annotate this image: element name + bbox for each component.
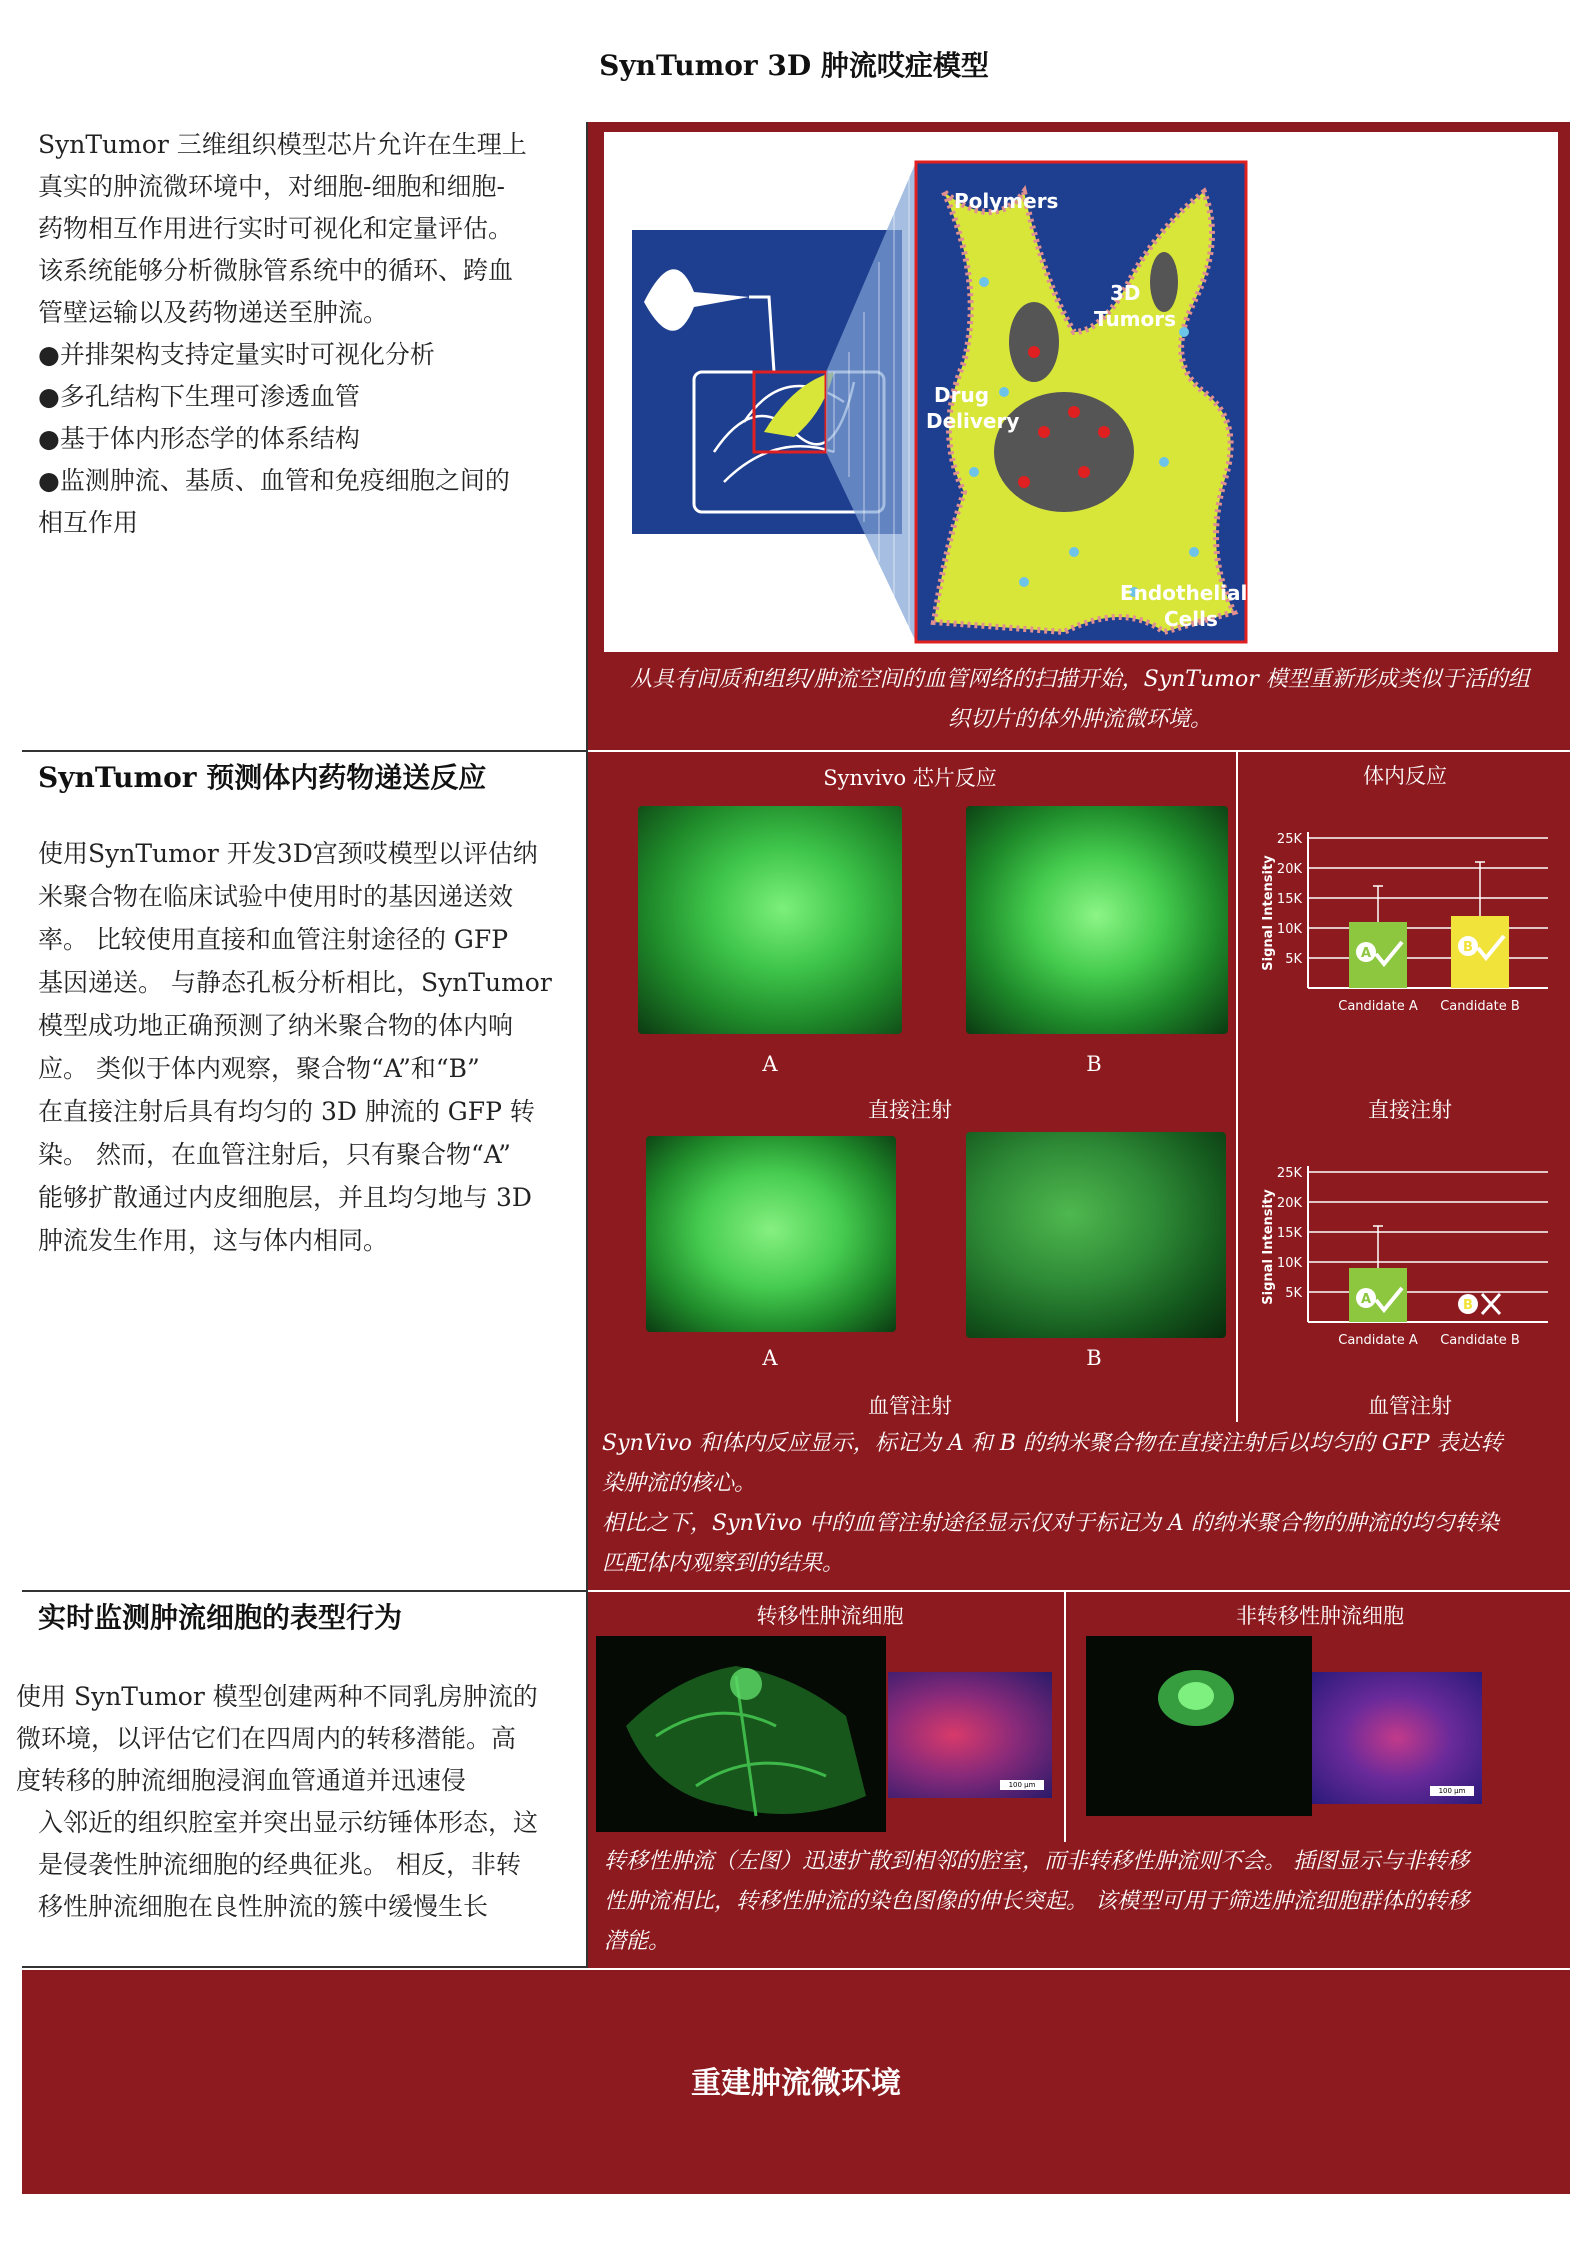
label-3d: 3D — [1110, 281, 1141, 305]
badge-label: A — [1360, 946, 1372, 961]
category-label: Candidate A — [1338, 999, 1418, 1014]
gfp-image-chip-direct-b — [966, 806, 1228, 1034]
tick-label: 10K — [1276, 922, 1302, 937]
text-line: 移性肿流细胞在良性肿流的簇中缓慢生长 — [38, 1892, 489, 1921]
intro-line: SynTumor 三维组织模型芯片允许在生理上 — [38, 130, 527, 159]
label-b: B — [1086, 1346, 1102, 1370]
caption-line: 从具有间质和组织/肿流空间的血管网络的扫描开始，SynTumor 模型重新形成类似于活的组 — [630, 667, 1530, 692]
intro-line: 药物相互作用进行实时可视化和定量评估。 — [38, 214, 514, 243]
caption-line: 匹配体内观察到的结果。 — [602, 1551, 845, 1576]
label-drug: Drug — [934, 383, 990, 407]
text-line: 染。 然而，在血管注射后，只有聚合物“A” — [38, 1140, 511, 1169]
nonmetastatic-image — [1086, 1636, 1312, 1816]
label-delivery: Delivery — [926, 409, 1020, 433]
footer-title: 重建肿流微环境 — [691, 2066, 901, 2101]
text-line: 入邻近的组织腔室并突出显示纺锤体形态，这 — [38, 1808, 539, 1837]
metastatic-inset-image — [888, 1672, 1052, 1798]
schematic-figure — [604, 132, 1558, 652]
gfp-image-chip-vascular-b — [966, 1132, 1226, 1338]
y-axis-label: Signal Intensity — [1261, 855, 1276, 971]
caption-line: 性肿流相比，转移性肿流的染色图像的伸长突起。 该模型可用于筛选肿流细胞群体的转移 — [604, 1889, 1469, 1914]
page-title: SynTumor 3D 肿流哎症模型 — [599, 49, 989, 82]
scale-bar: 100 μm — [1430, 1786, 1474, 1796]
vascular-injection-label-invivo: 血管注射 — [1368, 1394, 1452, 1418]
section-heading: SynTumor 预测体内药物递送反应 — [38, 761, 487, 794]
label-endothelial: Endothelial — [1120, 581, 1248, 605]
tick-label: 15K — [1276, 892, 1302, 907]
section2-text — [38, 832, 586, 1262]
tick-label: 25K — [1276, 832, 1302, 847]
intro-line: 该系统能够分析微脉管系统中的循环、跨血 — [38, 256, 514, 285]
label-b: B — [1086, 1052, 1102, 1076]
chip-schematic-svg — [604, 132, 1558, 652]
text-line: 应。 类似于体内观察，聚合物“A”和“B” — [38, 1054, 480, 1083]
text-line: 肿流发生作用，这与体内相同。 — [38, 1226, 389, 1255]
phenotype-caption — [604, 1842, 1566, 1962]
panel-divider — [1064, 1592, 1066, 1842]
intro-line: 真实的肿流微环境中，对细胞-细胞和细胞- — [38, 172, 505, 201]
schematic-caption — [600, 660, 1560, 740]
tick-label: 20K — [1276, 862, 1302, 877]
metastatic-header: 转移性肿流细胞 — [756, 1604, 904, 1628]
intro-line: 管壁运输以及药物递送至肿流。 — [38, 298, 389, 327]
column-divider — [586, 122, 588, 1968]
caption-line: 潜能。 — [604, 1929, 671, 1954]
text-line: 模型成功地正确预测了纳米聚合物的体内响 — [38, 1011, 514, 1040]
text-line: 使用 SynTumor 模型创建两种不同乳房肿流的 — [16, 1682, 538, 1711]
section-divider — [22, 1590, 588, 1592]
caption-line: 织切片的体外肿流微环境。 — [947, 707, 1212, 732]
text-line: 基因递送。 与静态孔板分析相比，SynTumor — [38, 968, 552, 997]
tick-label: 5K — [1285, 952, 1302, 967]
label-a: A — [762, 1052, 778, 1076]
badge-label: B — [1463, 940, 1473, 955]
tick-label: 5K — [1285, 1286, 1302, 1301]
text-line: 是侵袭性肿流细胞的经典征兆。 相反，非转 — [38, 1850, 521, 1879]
label-tumors: Tumors — [1094, 307, 1177, 331]
nonmetastatic-inset-image — [1312, 1672, 1482, 1804]
direct-injection-label: 直接注射 — [868, 1098, 952, 1122]
direct-injection-label-invivo: 直接注射 — [1368, 1098, 1452, 1122]
text-line: 率。 比较使用直接和血管注射途径的 GFP — [38, 925, 509, 954]
gfp-image-chip-vascular-a — [646, 1136, 896, 1332]
section-heading: 实时监测肿流细胞的表型行为 — [38, 1601, 403, 1634]
bullet-item: ●并排架构支持定量实时可视化分析 — [38, 340, 435, 369]
vascular-injection-label: 血管注射 — [868, 1394, 952, 1418]
tick-label: 10K — [1276, 1256, 1302, 1271]
panel-divider — [1236, 752, 1238, 1422]
scale-bar: 100 μm — [1000, 1780, 1044, 1790]
intro-text — [38, 124, 583, 544]
section-divider — [22, 750, 588, 752]
label-cells: Cells — [1164, 607, 1218, 631]
text-line: 度转移的肿流细胞浸润血管通道并迅速侵 — [16, 1766, 467, 1795]
cross-icon — [1482, 1294, 1500, 1314]
invivo-response-header: 体内反应 — [1363, 764, 1447, 788]
bullet-item: 相互作用 — [38, 508, 139, 537]
caption-line: 相比之下，SynVivo 中的血管注射途径显示仅对于标记为 A 的纳米聚合物的肿流的均匀转染 — [602, 1511, 1499, 1536]
gfp-image-chip-direct-a — [638, 806, 902, 1034]
badge-label: A — [1360, 1292, 1372, 1307]
y-axis-label: Signal Intensity — [1261, 1189, 1276, 1305]
text-line: 能够扩散通过内皮细胞层，并且均匀地与 3D — [38, 1183, 532, 1212]
badge-label: B — [1463, 1298, 1473, 1313]
chip-response-header: Synvivo 芯片反应 — [823, 766, 997, 790]
tick-label: 20K — [1276, 1196, 1302, 1211]
caption-line: 染肿流的核心。 — [602, 1471, 757, 1496]
invivo-chart-direct — [1250, 808, 1560, 1030]
label-polymers: Polymers — [954, 189, 1059, 213]
text-line: 使用SynTumor 开发3D宫颈哎模型以评估纳 — [38, 839, 538, 868]
category-label: Candidate B — [1440, 999, 1520, 1014]
section-divider — [22, 1966, 588, 1968]
caption-line: 转移性肿流（左图）迅速扩散到相邻的腔室，而非转移性肿流则不会。 插图显示与非转移 — [604, 1849, 1469, 1874]
gfp-caption — [602, 1424, 1562, 1584]
category-label: Candidate B — [1440, 1333, 1520, 1348]
metastatic-image — [596, 1636, 886, 1832]
text-line: 微环境，以评估它们在四周内的转移潜能。高 — [16, 1724, 517, 1753]
label-a: A — [762, 1346, 778, 1370]
tick-label: 25K — [1276, 1166, 1302, 1181]
nonmetastatic-header: 非转移性肿流细胞 — [1236, 1604, 1404, 1628]
invivo-chart-vascular — [1250, 1142, 1560, 1364]
bullet-item: ●基于体内形态学的体系结构 — [38, 424, 360, 453]
bullet-item: ●多孔结构下生理可渗透血管 — [38, 382, 360, 411]
text-line: 在直接注射后具有均匀的 3D 肿流的 GFP 转 — [38, 1097, 535, 1126]
tick-label: 15K — [1276, 1226, 1302, 1241]
category-label: Candidate A — [1338, 1333, 1418, 1348]
text-line: 米聚合物在临床试验中使用时的基因递送效 — [38, 882, 514, 911]
caption-line: SynVivo 和体内反应显示，标记为 A 和 B 的纳米聚合物在直接注射后以均匀的 GFP 表达转 — [602, 1431, 1503, 1456]
section3-text — [16, 1676, 586, 1928]
bullet-item: ●监测肿流、基质、血管和免疫细胞之间的 — [38, 466, 510, 495]
